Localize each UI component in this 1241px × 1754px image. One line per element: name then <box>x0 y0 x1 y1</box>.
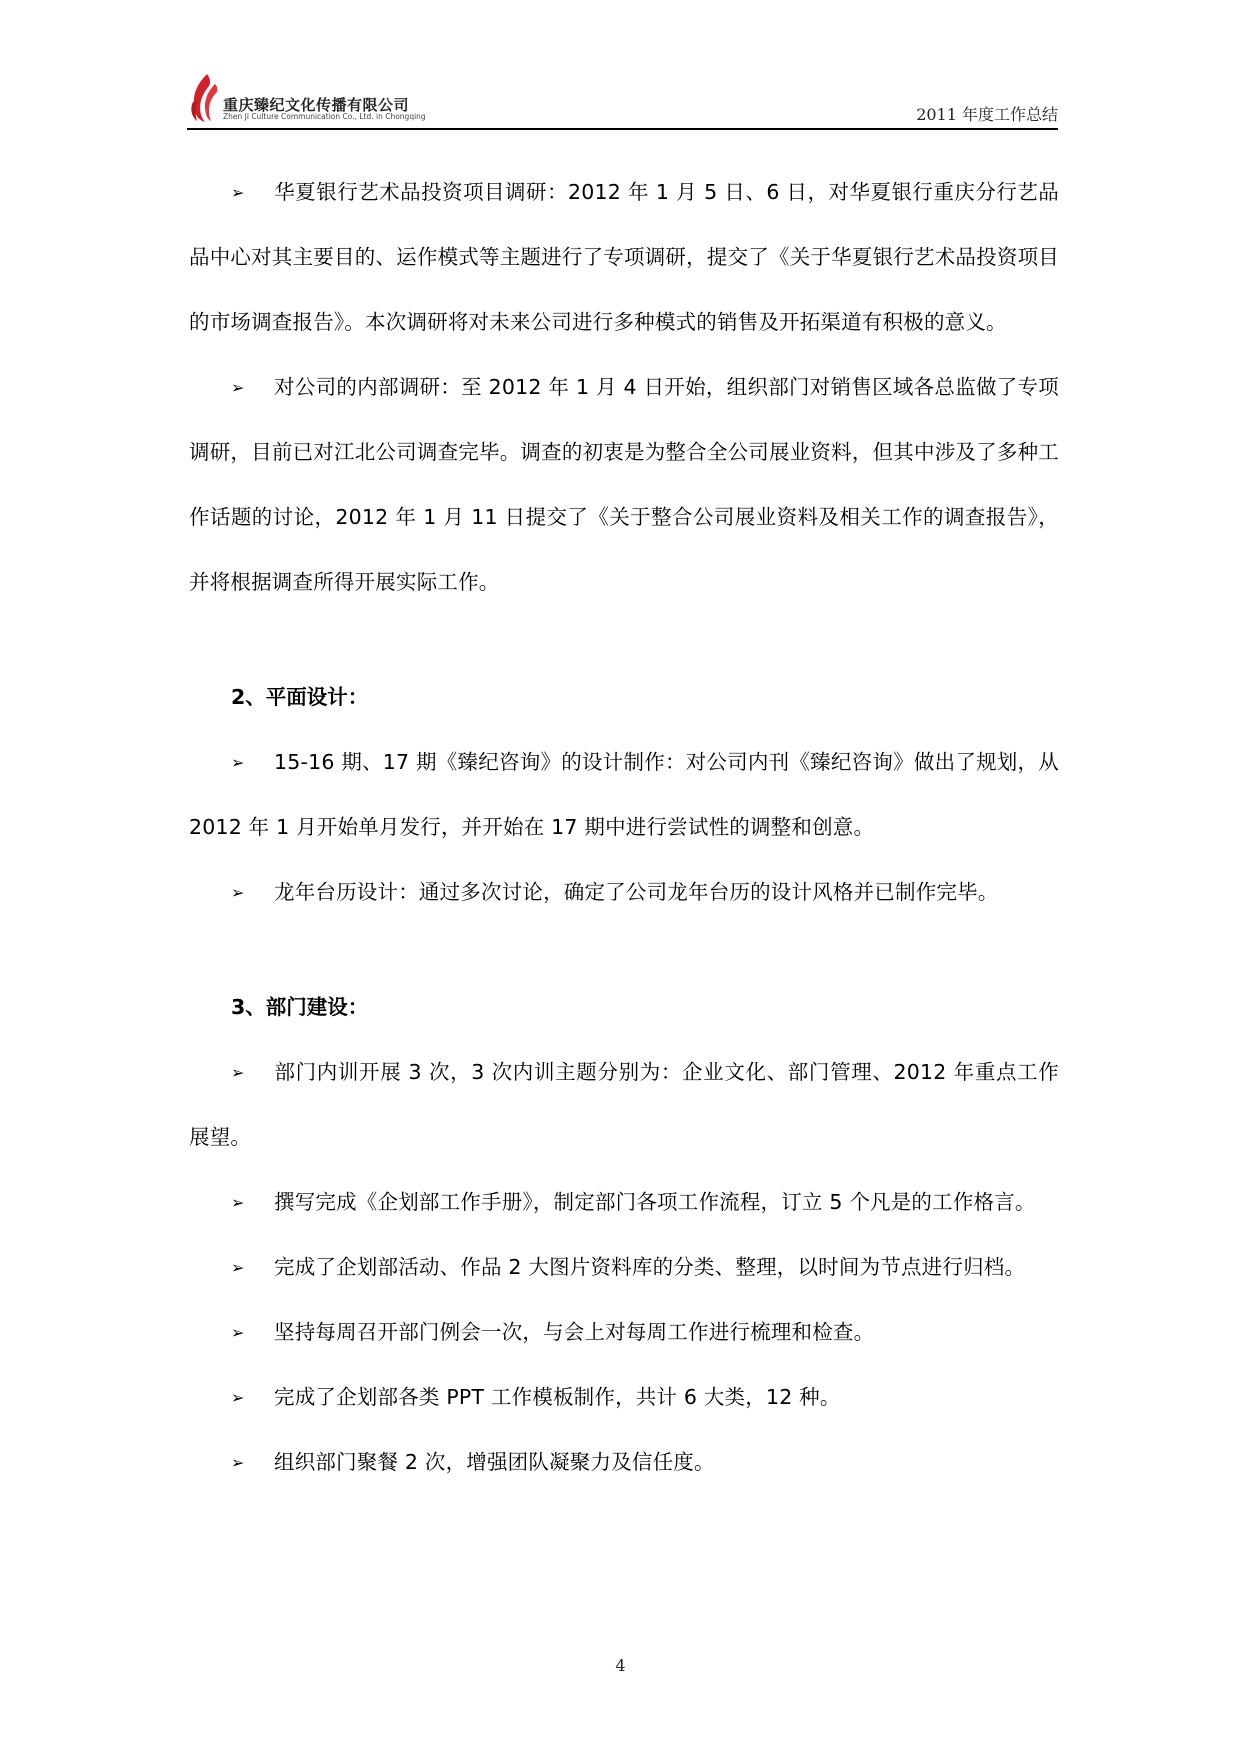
page-header <box>187 72 1058 130</box>
company-name-en: Zhen Ji Culture Communication Co., Ltd. in Chongqing <box>223 112 426 121</box>
document-title: 2011 年度工作总结 <box>916 105 1058 124</box>
list-item-text: 15-16 期、17 期《臻纪咨询》的设计制作：对公司内刊《臻纪咨询》做出了规划，从 2012 年 1 月开始单月发行，并开始在 17 期中进行尝试性的调整和创意。 <box>189 750 1059 839</box>
list-item-text: 完成了企划部活动、作品 2 大图片资料库的分类、整理，以时间为节点进行归档。 <box>274 1255 1026 1279</box>
list-item-text: 撰写完成《企划部工作手册》，制定部门各项工作流程，订立 5 个凡是的工作格言。 <box>274 1190 1036 1214</box>
list-item-text: 完成了企划部各类 PPT 工作模板制作，共计 6 大类，12 种。 <box>274 1385 841 1409</box>
list-item <box>189 1365 1059 1430</box>
list-item-text: 龙年台历设计：通过多次讨论，确定了公司龙年台历的设计风格并已制作完毕。 <box>274 880 999 904</box>
list-item <box>189 730 1059 860</box>
spacer <box>189 925 1059 975</box>
arrow-bullet-icon: ➢ <box>231 1258 245 1277</box>
arrow-bullet-icon: ➢ <box>231 883 245 902</box>
red-flame-logo-icon <box>187 72 219 122</box>
arrow-bullet-icon: ➢ <box>231 1323 245 1342</box>
list-item <box>189 355 1059 615</box>
arrow-bullet-icon: ➢ <box>231 1453 245 1472</box>
arrow-bullet-icon: ➢ <box>231 1388 245 1407</box>
list-item <box>189 860 1059 925</box>
company-name-cn: 重庆臻纪文化传播有限公司 <box>223 96 410 114</box>
list-item <box>189 1040 1059 1170</box>
page-number: 4 <box>615 1656 626 1675</box>
arrow-bullet-icon: ➢ <box>231 183 245 202</box>
list-item <box>189 1430 1059 1495</box>
page-body <box>189 160 1059 1495</box>
list-item-text: 坚持每周召开部门例会一次，与会上对每周工作进行梳理和检查。 <box>274 1320 875 1344</box>
list-item-text: 组织部门聚餐 2 次，增强团队凝聚力及信任度。 <box>274 1450 715 1474</box>
list-item-text: 对公司的内部调研：至 2012 年 1 月 4 日开始，组织部门对销售区域各总监做了专项调研，目前已对江北公司调查完毕。调查的初衷是为整合全公司展业资料，但其中涉及了多种工作话题的讨论，2012 年 1 月 11 日提交了《关于整合公司展业资料及相关工作的调查报告》，并将根据调查所得开展实际工作。 <box>189 375 1059 594</box>
section-heading: 2、平面设计： <box>231 685 369 709</box>
list-item <box>189 1300 1059 1365</box>
list-item <box>189 160 1059 355</box>
header-divider <box>187 128 1058 130</box>
arrow-bullet-icon: ➢ <box>231 753 245 772</box>
list-item <box>189 1170 1059 1235</box>
arrow-bullet-icon: ➢ <box>231 1193 245 1212</box>
spacer <box>189 615 1059 665</box>
section-heading: 3、部门建设： <box>231 995 369 1019</box>
arrow-bullet-icon: ➢ <box>231 1063 245 1082</box>
list-item-text: 华夏银行艺术品投资项目调研：2012 年 1 月 5 日、6 日，对华夏银行重庆分行艺品品中心对其主要目的、运作模式等主题进行了专项调研，提交了《关于华夏银行艺术品投资项目的市场调查报告》。本次调研将对未来公司进行多种模式的销售及开拓渠道有积极的意义。 <box>189 180 1059 334</box>
list-item-text: 部门内训开展 3 次，3 次内训主题分别为：企业文化、部门管理、2012 年重点工作展望。 <box>189 1060 1059 1149</box>
list-item <box>189 1235 1059 1300</box>
arrow-bullet-icon: ➢ <box>231 378 245 397</box>
